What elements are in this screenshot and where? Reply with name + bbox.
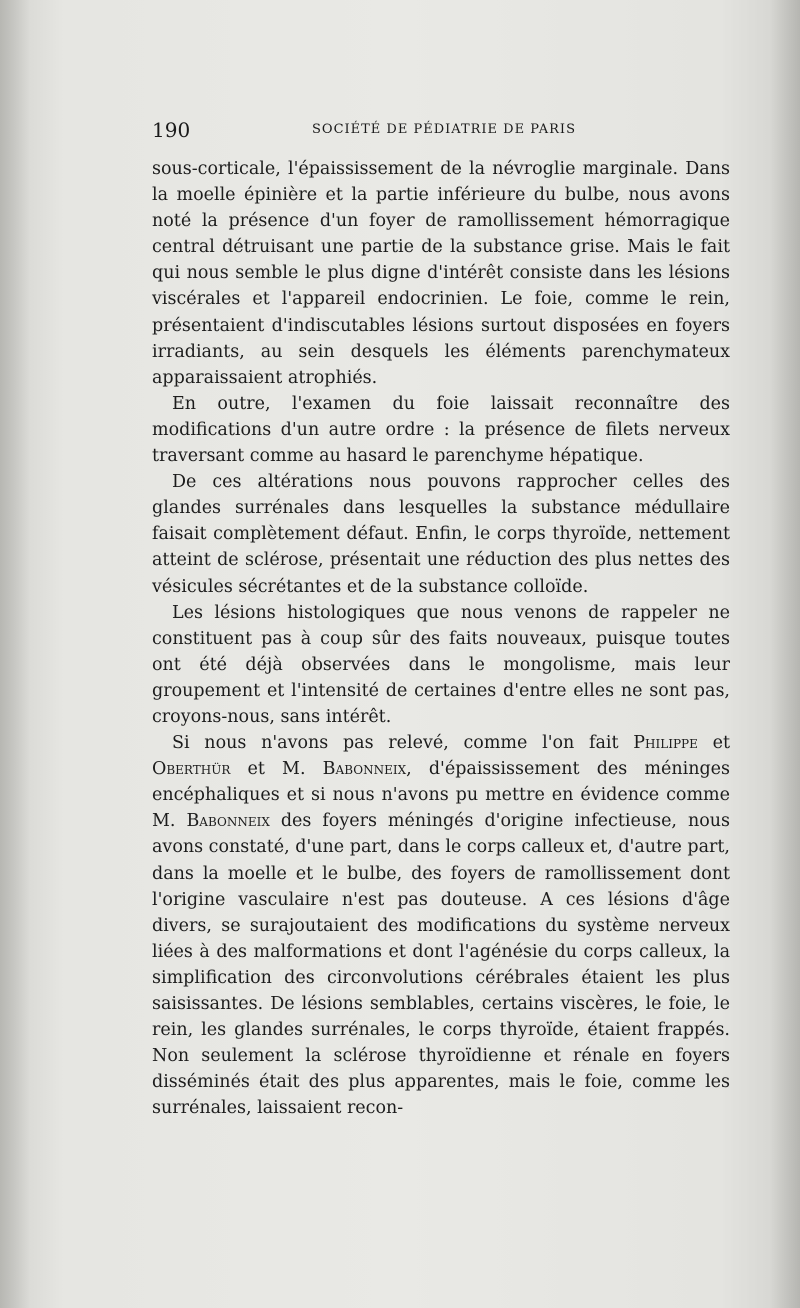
author-name-babonneix-2: Babonneix: [186, 811, 270, 832]
paragraph-3: De ces altérations nous pouvons rapprocher celles des glandes surrénales dans lesquelles la substance médullaire faisait complètement défaut. Enfin, le corps thyroïde, nettement atteint de sclérose, présentait une réduction des plus nettes des vésicules sécrétantes et de la substance colloïde.: [152, 472, 730, 597]
paragraph-5-text-1: Si nous n'avons pas relevé, comme l'on fait: [172, 733, 634, 754]
running-title: SOCIÉTÉ DE PÉDIATRIE DE PARIS: [312, 122, 576, 137]
author-name-babonneix: Babonneix: [322, 759, 407, 780]
paragraph-2: En outre, l'examen du foie laissait reconnaître des modifications d'un autre ordre : la présence de filets nerveux traversant comme au hasard le parenchyme hépatique.: [152, 393, 730, 467]
paragraph-5-text-4: , d'épaississement des méninges encéphaliques et si nous n'avons pu mettre en évidence comme M.: [152, 759, 731, 832]
paragraph-5-text-5: des foyers méningés d'origine infectieuse, nous avons constaté, d'une part, dans le corps calleux et, d'autre part, dans la moelle et le bulbe, des foyers de ramollissement dont l'origine vasculaire n'est pas douteuse. A ces lésions d'âge divers, se surajoutaient des modifications du système nerveux liées à des malformations et dont l'agénésie du corps calleux, la simplification des circonvolutions cérébrales étaient les plus saisissantes. De lésions semblables, certains viscères, le foie, le rein, les glandes surrénales, le corps thyroïde, étaient frappés. Non seulement la sclérose thyroïdienne et rénale en foyers disséminés était des plus apparentes, mais le foie, comme les surrénales, laissaient recon-: [152, 811, 730, 1119]
page-shadow-right: [770, 0, 800, 1308]
paragraph-5-text-3: et M.: [230, 759, 323, 780]
author-name-oberthur: Oberthür: [152, 759, 231, 780]
page-header: [152, 118, 732, 148]
paragraph-5-text-2: et: [697, 733, 730, 754]
page-shadow-left: [0, 0, 30, 1308]
paragraph-1: sous-corticale, l'épaississement de la névroglie marginale. Dans la moelle épinière et la partie inférieure du bulbe, nous avons noté la présence d'un foyer de ramollissement hémorragique central détruisant une partie de la substance grise. Mais le fait qui nous semble le plus digne d'intérêt consiste dans les lésions viscérales et l'appareil endocrinien. Le foie, comme le rein, présentaient d'indiscutables lésions surtout disposées en foyers irradiants, au sein desquels les éléments parenchymateux apparaissaient atrophiés.: [152, 159, 730, 388]
body-text: [152, 156, 730, 1121]
author-name-philippe: Philippe: [633, 733, 698, 754]
page-number: 190: [152, 118, 191, 142]
paragraph-5: [152, 730, 730, 1121]
paragraph-4: Les lésions histologiques que nous venons de rappeler ne constituent pas à coup sûr des faits nouveaux, puisque toutes ont été déjà observées dans le mongolisme, mais leur groupement et l'intensité de certaines d'entre elles ne sont pas, croyons-nous, sans intérêt.: [152, 602, 730, 727]
